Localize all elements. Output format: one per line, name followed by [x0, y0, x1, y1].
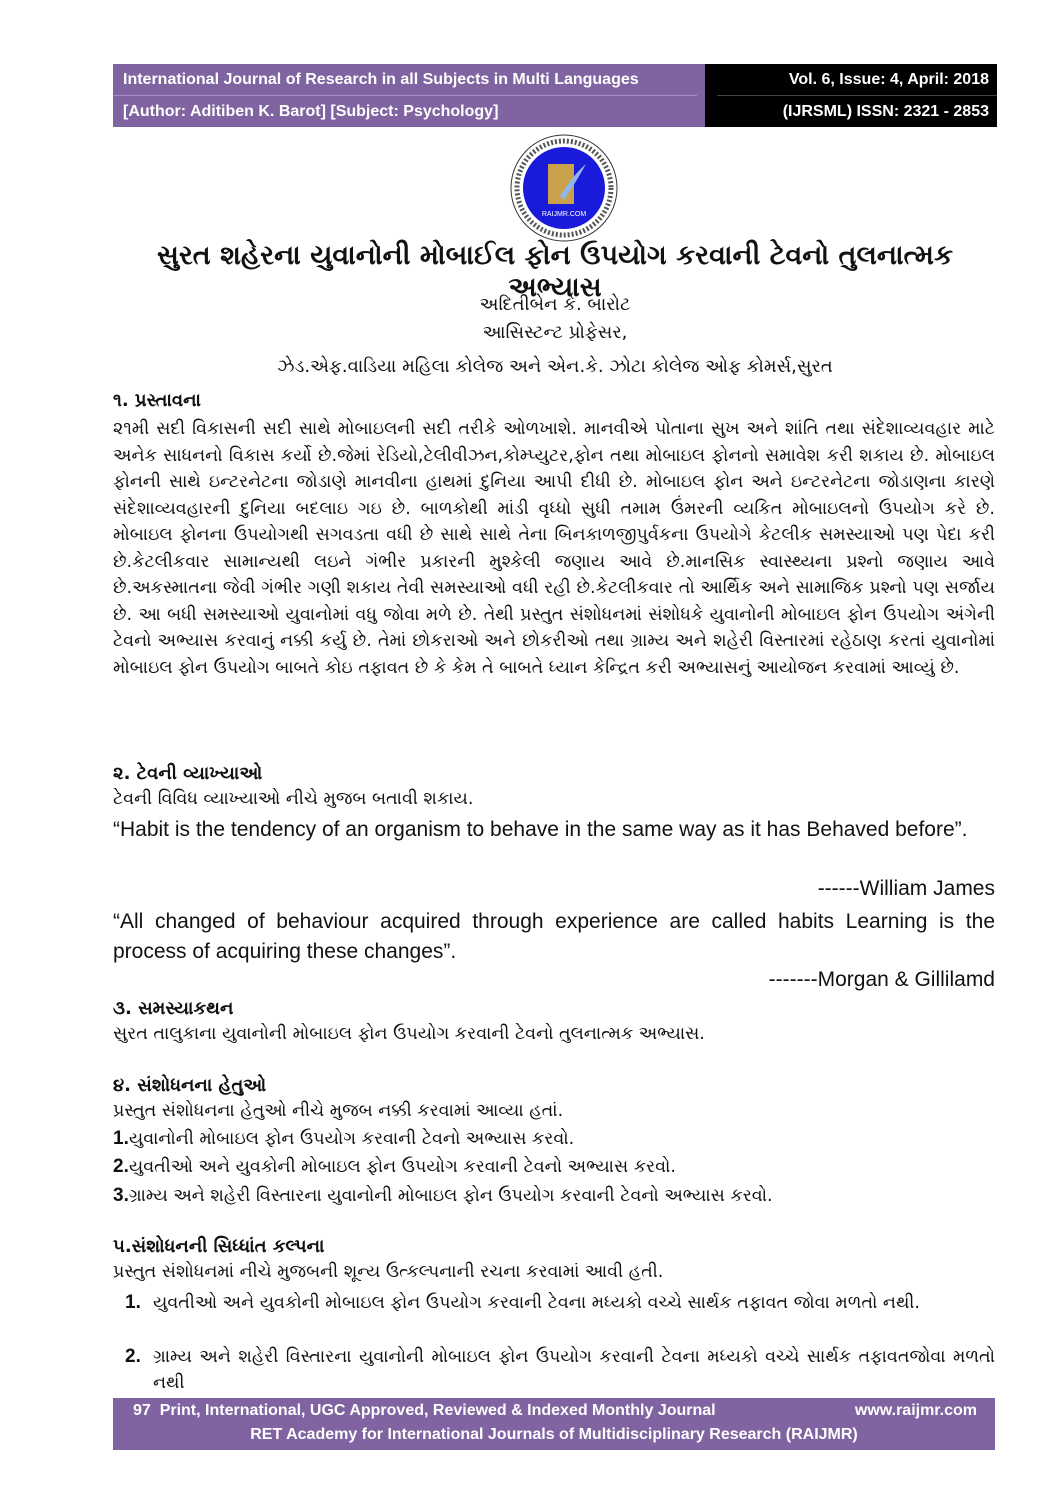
hypothesis-item — [125, 1344, 995, 1396]
definitions-intro: ટેવની વિવિધ વ્યાખ્યાઓ નીચે મુજબ બતાવી શકાય. — [113, 789, 474, 809]
footer-journal-desc: Print, International, UGC Approved, Reviewed & Indexed Monthly Journal — [159, 1402, 716, 1419]
section-heading-problem: ૩. સમસ્યાકથન — [113, 998, 234, 1019]
hypothesis-text: યુવતીઓ અને યુવકોની મોબાઇલ ફોન ઉપયોગ કરવાની ટેવના મધ્યકો વચ્ચે સાર્થક તફાવત જોવા મળતો નથી. — [153, 1293, 920, 1313]
journal-name: International Journal of Research in all Subjects in Multi Languages — [113, 64, 697, 96]
issn: (IJRSML) ISSN: 2321 - 2853 — [782, 103, 989, 120]
objectives-intro: પ્રસ્તુત સંશોધનના હેતુઓ નીચે મુજબ નક્કી કરવામાં આવ્યા હતાં. — [113, 1101, 564, 1121]
attribution-morgan: -------Morgan & Gillilamd — [768, 968, 995, 991]
hypothesis-number: 1. — [125, 1292, 141, 1313]
footer-website-link[interactable]: www.raijmr.com — [854, 1402, 977, 1419]
paper-title: સુરત શહેરના યુવાનોની મોબાઈલ ફોન ઉપયોગ કરવાની ટેવનો તુલનાત્મક અભ્યાસ — [156, 240, 954, 303]
objective-item — [113, 1185, 773, 1207]
objective-text: ગ્રામ્ય અને શહેરી વિસ્તારના યુવાનોની મોબાઇલ ફોન ઉપયોગ કરવાની ટેવનો અભ્યાસ કરવો. — [128, 1186, 773, 1206]
section-heading-intro: ૧. પ્રસ્તાવના — [113, 390, 201, 411]
volume-issue: Vol. 6, Issue: 4, April: 2018 — [717, 64, 997, 96]
header-issue-band — [705, 64, 997, 127]
hypothesis-text: ગ્રામ્ય અને શહેરી વિસ્તારના યુવાનોની મોબાઇલ ફોન ઉપયોગ કરવાની ટેવના મધ્યકો વચ્ચે સાર્થક તફાવતજોવા મળતો નથી — [153, 1347, 995, 1393]
author-college: ઝેડ.એફ.વાડિયા મહિલા કોલેજ અને એન.કે. ઝોટા કોલેજ ઓફ કોમર્સ,સુરત — [277, 356, 833, 377]
attribution-james: ------William James — [817, 877, 995, 900]
header-journal-band — [113, 64, 705, 127]
objective-item — [113, 1156, 676, 1178]
quote-james: “Habit is the tendency of an organism to behave in the same way as it has Behaved before”. — [113, 818, 968, 841]
objective-item — [113, 1128, 574, 1150]
section-heading-definitions: ૨. ટેવની વ્યાખ્યાઓ — [113, 763, 263, 784]
hypothesis-number: 2. — [125, 1346, 141, 1367]
hypothesis-intro: પ્રસ્તુત સંશોધનમાં નીચે મુજબની શૂન્ય ઉત્કલ્પનાની રચના કરવામાં આવી હતી. — [113, 1262, 664, 1282]
objective-number: 2. — [113, 1156, 129, 1177]
footer-publisher: RET Academy for International Journals of Multidisciplinary Research (RAIJMR) — [250, 1426, 858, 1443]
page-number: 97 — [133, 1402, 151, 1419]
footer-line1 — [133, 1402, 716, 1420]
logo-text: RAIJMR.COM — [541, 211, 587, 218]
objective-text: યુવાનોની મોબાઇલ ફોન ઉપયોગ કરવાની ટેવનો અભ્યાસ કરવો. — [128, 1129, 575, 1149]
journal-logo — [510, 134, 618, 242]
quote-morgan: “All changed of behaviour acquired through experience are called habits Learning is the process of acquiring these changes”. — [113, 910, 995, 963]
author-name: અદિતીબેન કે. બારોટ — [479, 294, 631, 315]
page-footer — [113, 1398, 995, 1450]
intro-paragraph: ૨૧મી સદી વિકાસની સદી સાથે મોબાઇલની સદી તરીકે ઓળખાશે. માનવીએ પોતાના સુખ અને શાંતિ તથા સંદેશાવ્યવહાર માટે અનેક સાધનનો વિકાસ કર્યો છે.જેમાં રેડિયો,ટેલીવીઝન,કોમ્પ્યુટર,ફોન તથા મોબાઇલ ફોનનો સમાવેશ કરી શકાય છે. મોબાઇલ ફોનની સાથે ઇન્ટરનેટના જોડાણે માનવીના હાથમાં દુનિયા આપી દીધી છે. મોબાઇલ ફોન અને ઇન્ટરનેટના જોડાણના કારણે સંદેશાવ્યવહારની દુનિયા બદલાઇ ગઇ છે. બાળકોથી માંડી વૃધ્ધો સુધી તમામ ઉંમરની વ્યકિત મોબાઇલનો ઉપયોગ કરે છે. મોબાઇલ ફોનના ઉપયોગથી સગવડતા વધી છે સાથે સાથે તેના બિનકાળજીપુર્વકના ઉપયોગે કેટલીક સમસ્યાઓ પણ પેદા કરી છે.કેટલીકવાર સામાન્યથી લઇને ગંભીર પ્રકારની મુશ્કેલી જણાય આવે છે.માનસિક સ્વાસ્થ્યના પ્રશ્નો જણાય આવે છે.અકસ્માતના જેવી ગંભીર ગણી શકાય તેવી સમસ્યાઓ વધી રહી છે.કેટલીકવાર તો આર્થિક અને સામાજિક પ્રશ્નો પણ સર્જાય છે. આ બધી સમસ્યાઓ યુવાનોમાં વધુ જોવા મળે છે. તેથી પ્રસ્તુત સંશોધનમાં સંશોધકે યુવાનોની મોબાઇલ ફોન ઉપયોગ અંગેની ટેવનો અભ્યાસ કરવાનું નક્કી કર્યુ છે. તેમાં છોકરાઓ અને છોકરીઓ તથા ગ્રામ્ય અને શહેરી વિસ્તારમાં રહેઠાણ કરતાં યુવાનોમાં મોબાઇલ ફોન ઉપયોગ બાબતે કોઇ તફાવત છે કે કેમ તે બાબતે ધ્યાન કેન્દ્રિત કરી અભ્યાસનું આયોજન કરવામાં આવ્યું છે. — [113, 419, 995, 678]
problem-statement: સુરત તાલુકાના યુવાનોની મોબાઇલ ફોન ઉપયોગ કરવાની ટેવનો તુલનાત્મક અભ્યાસ. — [113, 1024, 705, 1044]
objective-number: 1. — [113, 1128, 129, 1149]
hypothesis-item — [125, 1290, 995, 1316]
author-subject: [Author: Aditiben K. Barot] [Subject: Psychology] — [123, 103, 499, 120]
author-designation: આસિસ્ટન્ટ પ્રોફેસર, — [482, 322, 628, 343]
section-heading-hypothesis: ૫.સંશોધનની સિધ્ધાંત કલ્પના — [113, 1236, 325, 1257]
objective-number: 3. — [113, 1185, 129, 1206]
objective-text: યુવતીઓ અને યુવકોની મોબાઇલ ફોન ઉપયોગ કરવાની ટેવનો અભ્યાસ કરવો. — [128, 1157, 676, 1177]
section-heading-objectives: ૪. સંશોધનના હેતુઓ — [113, 1075, 267, 1096]
